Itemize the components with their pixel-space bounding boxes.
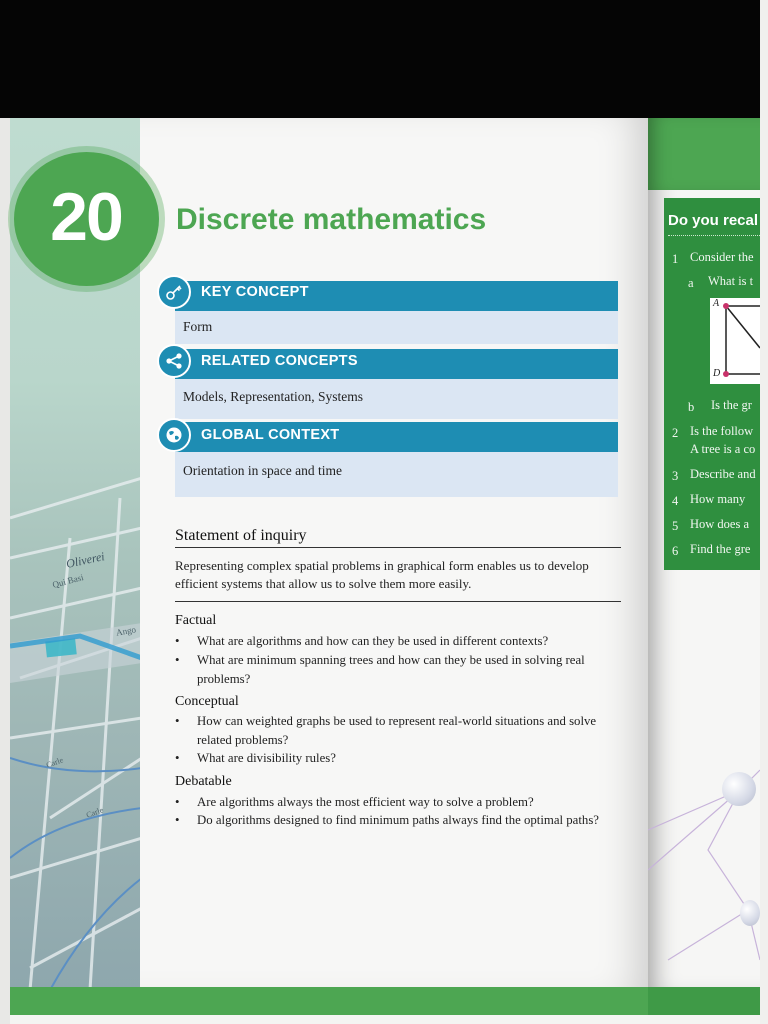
right-page-green-band [648, 118, 760, 190]
vertex-label: A [713, 298, 720, 309]
graph-diagram [710, 298, 760, 384]
sphere-decoration [722, 772, 756, 806]
left-page [140, 118, 648, 990]
recall-number: 3 [672, 469, 679, 483]
key-concept-text: Form [183, 319, 213, 334]
list-item: • Do algorithms designed to find minimum paths always find the optimal paths? [175, 813, 599, 827]
related-concepts-text: Models, Representation, Systems [183, 389, 363, 404]
recall-line: Consider the [690, 250, 754, 264]
map-label: Carle [84, 805, 105, 820]
scan-top-border [0, 0, 768, 118]
recall-number: a [688, 276, 694, 290]
map-label: Carle [44, 755, 65, 770]
map-label: Qui Basi [51, 572, 85, 590]
bottom-green-band-right [648, 987, 760, 1015]
bottom-green-band [10, 987, 648, 1015]
recall-number: b [688, 400, 695, 414]
recall-line: Find the gre [690, 542, 751, 556]
global-context-heading: GLOBAL CONTEXT [201, 427, 340, 443]
conceptual-heading: Conceptual [175, 694, 239, 709]
scan-right-edge [760, 0, 768, 1024]
recall-line: Is the gr [711, 398, 752, 412]
statement-of-inquiry-heading: Statement of inquiry [175, 527, 307, 544]
recall-number: 1 [672, 252, 679, 266]
factual-heading: Factual [175, 613, 217, 628]
recall-title: Do you recal [668, 212, 759, 229]
map-label: Oliverei [64, 549, 106, 571]
recall-divider [668, 235, 760, 236]
globe-icon [157, 418, 191, 452]
scan-left-edge [0, 118, 10, 1024]
divider [175, 601, 621, 602]
list-item: • What are divisibility rules? [175, 751, 336, 765]
sphere-decoration [740, 900, 760, 926]
list-item: • How can weighted graphs be used to represent real-world situations and solve related problems? [175, 714, 597, 747]
recall-number: 2 [672, 426, 679, 440]
recall-line: How does a [690, 517, 750, 531]
share-icon [157, 344, 191, 378]
key-concept-heading: KEY CONCEPT [201, 284, 309, 300]
list-item: • What are minimum spanning trees and how can they be used in solving real problems? [175, 653, 585, 686]
recall-line: How many [690, 492, 746, 506]
key-icon [157, 275, 191, 309]
statement-of-inquiry-text: Representing complex spatial problems in graphical form enables us to develop efficient systems that allow us to solve them more easily. [175, 558, 589, 591]
recall-line: What is t [708, 274, 754, 288]
list-item: • Are algorithms always the most efficient way to solve a problem? [175, 795, 534, 809]
recall-line: Describe and [690, 467, 756, 481]
recall-number: 5 [672, 519, 679, 533]
divider [175, 547, 621, 548]
global-context-text: Orientation in space and time [183, 463, 342, 478]
vertex-label: D [713, 368, 721, 379]
recall-line: A tree is a co [690, 442, 756, 456]
debatable-heading: Debatable [175, 774, 232, 789]
key-concept-panel [175, 310, 618, 344]
recall-line: Is the follow [690, 424, 754, 438]
related-concepts-heading: RELATED CONCEPTS [201, 353, 358, 369]
chapter-number: 20 [50, 179, 122, 255]
list-item: • What are algorithms and how can they be used in different contexts? [175, 634, 549, 648]
recall-number: 4 [672, 494, 679, 508]
map-label: Ango [115, 624, 137, 638]
chapter-title: Discrete mathematics [176, 203, 487, 236]
recall-number: 6 [672, 544, 679, 558]
